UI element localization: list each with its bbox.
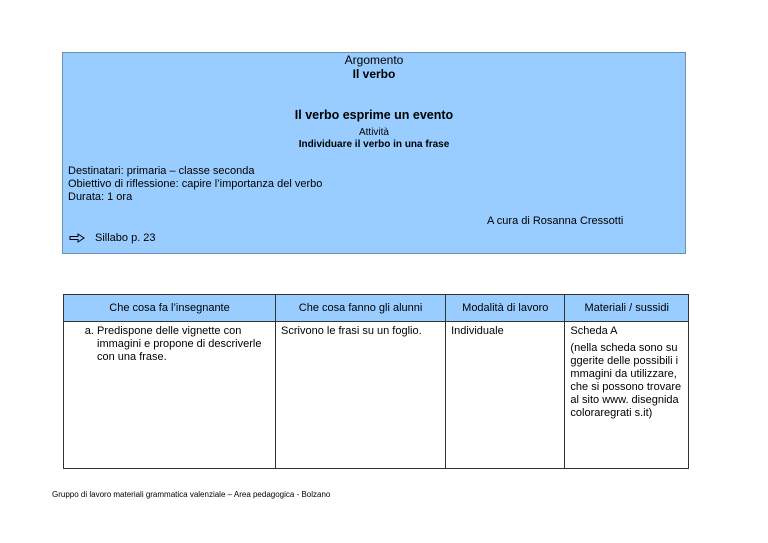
teacher-step-a: a. Predispone delle vignette con immagini e propone di descriverle con una frase. — [97, 325, 270, 364]
cell-alunni: Scrivono le frasi su un foglio. — [276, 322, 446, 469]
col-modalita: Modalità di lavoro — [446, 295, 565, 322]
argomento-label: Argomento — [344, 53, 404, 67]
col-materiali: Materiali / sussidi — [565, 295, 689, 322]
arrow-right-icon — [69, 233, 85, 243]
attivita-label: Attività — [358, 127, 389, 138]
materiali-note: (nella scheda sono suggerite delle possibili immagini da utilizzare, che si possono trovare al sito www. disegnidacoloraregrati s.it) — [570, 342, 682, 419]
materiali-title: Scheda A — [570, 325, 618, 337]
cell-materiali — [565, 322, 689, 469]
destinatari-line: Destinatari: primaria – classe seconda — [68, 165, 255, 177]
col-alunni: Che cosa fanno gli alunni — [276, 295, 446, 322]
activity-title: Individuare il verbo in una frase — [298, 139, 450, 150]
cell-insegnante — [64, 322, 276, 469]
activity-table — [63, 294, 689, 469]
sillabo-reference — [69, 232, 156, 244]
author-credit: A cura di Rosanna Cressotti — [487, 215, 624, 227]
activity-header-box — [62, 52, 686, 254]
teacher-steps — [69, 325, 270, 364]
table-row — [64, 322, 689, 469]
durata-line: Durata: 1 ora — [68, 191, 133, 203]
page-footer: Gruppo di lavoro materiali grammatica valenziale – Area pedagogica - Bolzano — [52, 490, 331, 499]
col-insegnante: Che cosa fa l’insegnante — [64, 295, 276, 322]
sillabo-text: Sillabo p. 23 — [95, 232, 156, 244]
table-header-row — [64, 295, 689, 322]
cell-modalita: Individuale — [446, 322, 565, 469]
topic-title: Il verbo — [352, 67, 396, 81]
info-block — [68, 165, 322, 204]
obiettivo-line: Obiettivo di riflessione: capire l’importanza del verbo — [68, 178, 323, 190]
subtitle: Il verbo esprime un evento — [294, 108, 454, 122]
